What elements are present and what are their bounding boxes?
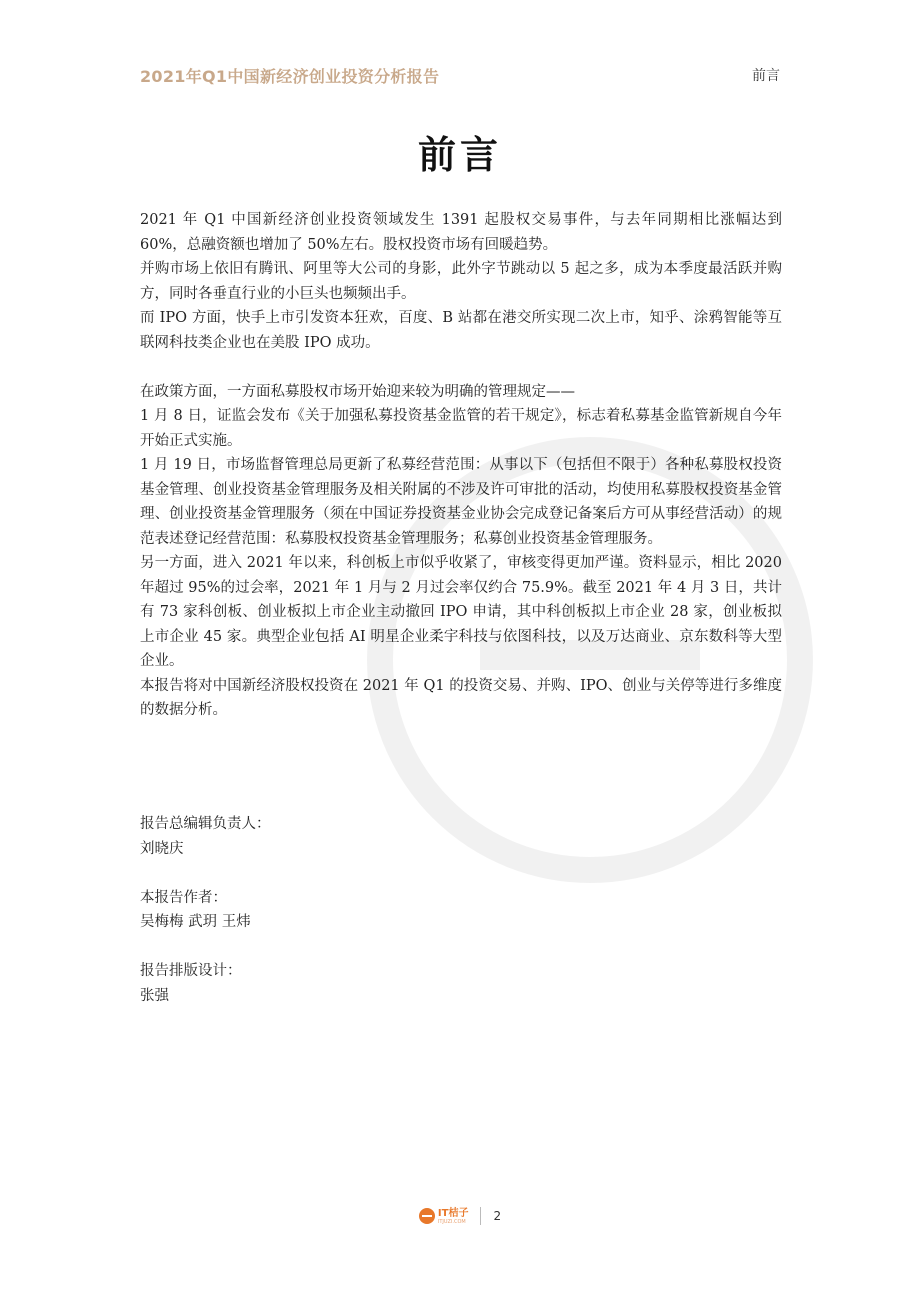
paragraph: 1 月 19 日，市场监督管理总局更新了私募经营范围：从事以下（包括但不限于）各种私募股权投资基金管理、创业投资基金管理服务及相关附属的不涉及许可审批的活动，均使用私募股权投资基金管理、创业投资基金管理服务（须在中国证券投资基金业协会完成登记备案后方可从事经营活动）的规范表述登记经营范围：私募股权投资基金管理服务；私募创业投资基金管理服务。 [140,457,782,547]
orange-logo-icon [419,1208,435,1224]
section-label: 前言 [752,68,780,84]
credit-label: 本报告作者： [140,889,227,906]
logo-main-text: IT桔子 [437,1207,469,1219]
body-text [140,208,782,723]
paragraph: 在政策方面，一方面私募股权市场开始迎来较为明确的管理规定—— [140,383,575,400]
paragraph: 并购市场上依旧有腾讯、阿里等大公司的身影，此外字节跳动以 5 起之多，成为本季度最活跃并购方，同时各垂直行业的小巨头也频频出手。 [140,261,782,302]
credit-label: 报告排版设计： [140,963,242,979]
paragraph: 2021 年 Q1 中国新经济创业投资领域发生 1391 起股权交易事件，与去年同期相比涨幅达到 60%，总融资额也增加了 50%左右。股权投资市场有回暖趋势。 [140,212,782,253]
credits [140,812,271,1033]
paragraph: 另一方面，进入 2021 年以来，科创板上市似乎收紧了，审核变得更加严谨。资料显示，相比 2020 年超过 95%的过会率，2021 年 1 月与 2 月过会率仅约合 75.9%。截至 2021 年 4 月 3 日，共计有 73 家科创板、创业板拟上市企业主动撤回 IPO 申请，其中科创板拟上市企业 28 家，创业板拟上市企业 45 家。典型企业包括 AI 明星企业柔宇科技与依图科技，以及万达商业、京东数科等大型企业。 [140,555,782,669]
logo-sub-text: ITJUZI.COM [437,1218,466,1225]
credit-design [140,959,271,1008]
credit-name: 张强 [140,987,169,1004]
page-footer [0,1204,920,1228]
credit-authors [140,886,271,935]
logo-text [438,1208,469,1225]
credit-label: 报告总编辑负责人： [140,816,271,832]
paragraph: 而 IPO 方面，快手上市引发资本狂欢，百度、B 站都在港交所实现二次上市，知乎、涂鸦智能等互联网科技类企业也在美股 IPO 成功。 [140,310,782,351]
paragraph: 1 月 8 日，证监会发布《关于加强私募投资基金监管的若干规定》，标志着私募基金监管新规自今年开始正式实施。 [140,408,782,449]
report-title: 2021年Q1中国新经济创业投资分析报告 [140,67,440,86]
paragraph-gap [140,355,782,380]
page-number: 2 [493,1209,502,1223]
credit-name: 吴梅梅 武玥 王炜 [140,914,251,930]
paragraph: 本报告将对中国新经济股权投资在 2021 年 Q1 的投资交易、并购、IPO、创业与关停等进行多维度的数据分析。 [140,677,782,718]
credit-editor [140,812,271,861]
page-header [140,64,780,94]
credit-name: 刘晓庆 [140,840,184,857]
itjuzi-logo [419,1208,469,1225]
footer-divider [480,1207,481,1225]
page-title: 前言 [417,133,502,177]
